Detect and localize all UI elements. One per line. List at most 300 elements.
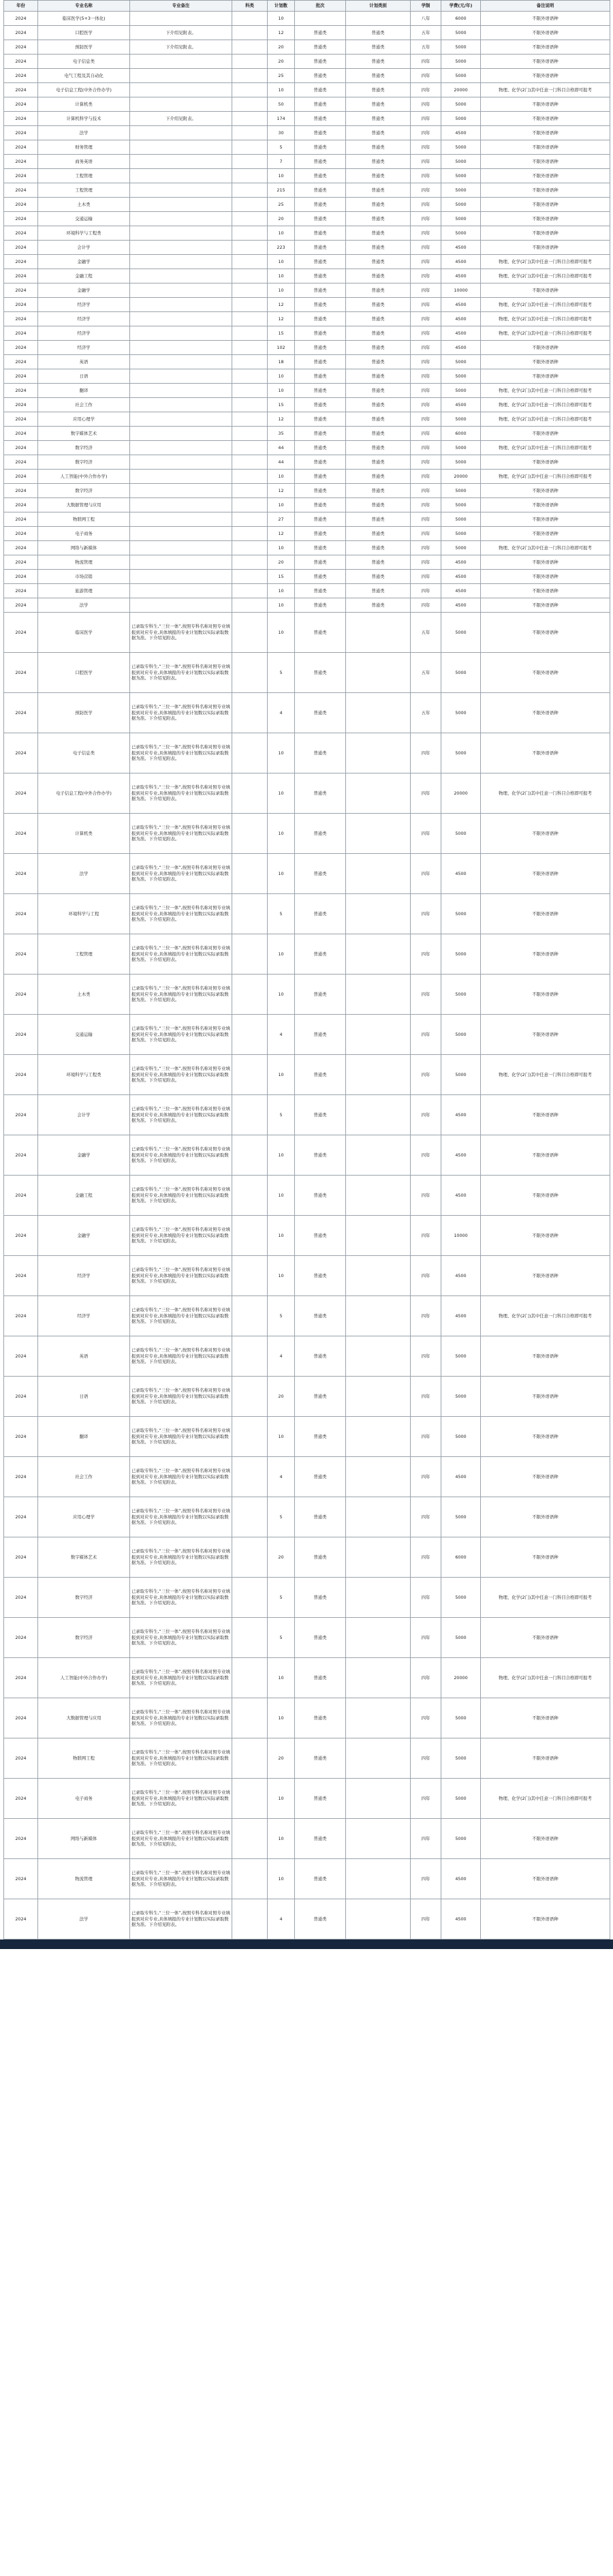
table-row: [4, 1256, 610, 1296]
table-cell: 不限外语语种: [481, 814, 610, 854]
table-cell: 不限外语语种: [481, 97, 610, 112]
table-cell: 5000: [441, 1738, 481, 1779]
table-cell: 18: [268, 355, 295, 369]
column-header: 学制: [411, 1, 441, 12]
table-cell: 已录取专科生,“三位一体”,按照专科名称对照专业填报到对应专业,具体填报的专业计划数以实际录取数据为准。下介绍见附表。: [130, 1216, 232, 1256]
table-cell: 已录取专科生,“三位一体”,按照专科名称对照专业填报到对应专业,具体填报的专业计划数以实际录取数据为准。下介绍见附表。: [130, 1135, 232, 1176]
table-cell: 已录取专科生,“三位一体”,按照专科名称对照专业填报到对应专业,具体填报的专业计划数以实际录取数据为准。下介绍见附表。: [130, 733, 232, 773]
table-cell: 2024: [4, 384, 38, 398]
table-cell: 已录取专科生,“三位一体”,按照专科名称对照专业填报到对应专业,具体填报的专业计划数以实际录取数据为准。下介绍见附表。: [130, 1859, 232, 1899]
table-cell: 普通类: [295, 112, 346, 126]
table-cell: [232, 1296, 268, 1336]
table-cell: 不限外语语种: [481, 934, 610, 975]
table-cell: 口腔医学: [38, 26, 130, 40]
table-cell: 工程管理: [38, 169, 130, 183]
table-cell: 普通类: [346, 470, 411, 484]
table-cell: 五年: [411, 40, 441, 55]
table-cell: 6000: [441, 1537, 481, 1578]
table-cell: 不限外语语种: [481, 1256, 610, 1296]
table-cell: [232, 733, 268, 773]
column-header: 批次: [295, 1, 346, 12]
column-header: 计划数: [268, 1, 295, 12]
table-cell: [130, 369, 232, 384]
table-cell: 数字媒体艺术: [38, 1537, 130, 1578]
table-cell: 已录取专科生,“三位一体”,按照专科名称对照专业填报到对应专业,具体填报的专业计划数以实际录取数据为准。下介绍见附表。: [130, 1457, 232, 1497]
table-cell: [346, 934, 411, 975]
table-cell: 普通类: [295, 1135, 346, 1176]
table-cell: 215: [268, 183, 295, 198]
table-cell: 普通类: [346, 427, 411, 441]
table-cell: [232, 226, 268, 241]
table-row: [4, 1015, 610, 1055]
table-cell: 普通类: [346, 283, 411, 298]
table-cell: 4: [268, 1899, 295, 1939]
table-cell: 10: [268, 1658, 295, 1698]
table-cell: [232, 584, 268, 598]
table-cell: [346, 1859, 411, 1899]
table-cell: 10000: [441, 1216, 481, 1256]
table-cell: [232, 69, 268, 83]
table-row: [4, 112, 610, 126]
table-cell: 已录取专科生,“三位一体”,按照专科名称对照专业填报到对应专业,具体填报的专业计划数以实际录取数据为准。下介绍见附表。: [130, 1658, 232, 1698]
table-cell: 5000: [441, 112, 481, 126]
table-row: [4, 1578, 610, 1618]
table-cell: 社会工作: [38, 1457, 130, 1497]
table-cell: [130, 584, 232, 598]
table-row: [4, 355, 610, 369]
table-cell: 物理、化学(2门)其中任意一门科目合格即可报考: [481, 412, 610, 427]
table-cell: [130, 155, 232, 169]
table-cell: 数字经济: [38, 1618, 130, 1658]
table-cell: 不限外语语种: [481, 598, 610, 613]
table-cell: [346, 1216, 411, 1256]
table-cell: 普通类: [295, 527, 346, 541]
table-cell: 15: [268, 398, 295, 412]
table-cell: 四年: [411, 298, 441, 312]
table-cell: 5000: [441, 1417, 481, 1457]
table-cell: 应用心理学: [38, 1497, 130, 1537]
table-cell: 下介绍见附表。: [130, 26, 232, 40]
table-cell: 不限外语语种: [481, 427, 610, 441]
table-cell: 普通类: [295, 1497, 346, 1537]
table-cell: [346, 1497, 411, 1537]
table-cell: 四年: [411, 183, 441, 198]
table-cell: 12: [268, 527, 295, 541]
table-cell: 5000: [441, 412, 481, 427]
table-row: [4, 1819, 610, 1859]
table-cell: 电子商务: [38, 1779, 130, 1819]
table-cell: 普通类: [295, 693, 346, 733]
table-cell: 普通类: [346, 169, 411, 183]
table-cell: 4500: [441, 1296, 481, 1336]
table-cell: 普通类: [295, 198, 346, 212]
table-cell: 普通类: [295, 1457, 346, 1497]
table-cell: 2024: [4, 1738, 38, 1779]
table-cell: 四年: [411, 1497, 441, 1537]
table-cell: 普通类: [346, 369, 411, 384]
table-cell: 12: [268, 298, 295, 312]
table-cell: 物理、化学(2门)其中任意一门科目合格即可报考: [481, 773, 610, 814]
table-row: [4, 12, 610, 26]
table-cell: 普通类: [295, 1537, 346, 1578]
table-cell: 12: [268, 26, 295, 40]
table-row: [4, 1457, 610, 1497]
table-cell: [346, 854, 411, 894]
table-cell: 4500: [441, 1859, 481, 1899]
table-cell: [232, 470, 268, 484]
table-cell: 经济学: [38, 341, 130, 355]
table-cell: 5000: [441, 1015, 481, 1055]
table-cell: 已录取专科生,“三位一体”,按照专科名称对照专业填报到对应专业,具体填报的专业计划数以实际录取数据为准。下介绍见附表。: [130, 693, 232, 733]
table-cell: [232, 283, 268, 298]
table-cell: [232, 341, 268, 355]
table-cell: 土木类: [38, 198, 130, 212]
table-cell: 2024: [4, 1256, 38, 1296]
table-row: [4, 854, 610, 894]
table-cell: 四年: [411, 427, 441, 441]
table-cell: 10: [268, 12, 295, 26]
table-cell: 2024: [4, 140, 38, 155]
column-header: 学费(元/年): [441, 1, 481, 12]
table-cell: 5000: [441, 498, 481, 512]
table-cell: 已录取专科生,“三位一体”,按照专科名称对照专业填报到对应专业,具体填报的专业计划数以实际录取数据为准。下介绍见附表。: [130, 1779, 232, 1819]
table-cell: [232, 298, 268, 312]
table-cell: 物联网工程: [38, 1738, 130, 1779]
table-cell: [130, 570, 232, 584]
column-header: 备注说明: [481, 1, 610, 12]
table-cell: 2024: [4, 570, 38, 584]
table-cell: 四年: [411, 1095, 441, 1135]
table-cell: [130, 398, 232, 412]
table-cell: 四年: [411, 1256, 441, 1296]
table-cell: [346, 613, 411, 653]
table-cell: 电气工程及其自动化: [38, 69, 130, 83]
table-cell: 不限外语语种: [481, 241, 610, 255]
table-cell: 普通类: [295, 169, 346, 183]
table-cell: [232, 198, 268, 212]
table-cell: 法学: [38, 1899, 130, 1939]
table-cell: [346, 814, 411, 854]
table-cell: 普通类: [346, 570, 411, 584]
table-cell: 四年: [411, 1336, 441, 1377]
table-cell: 普通类: [295, 934, 346, 975]
table-cell: 已录取专科生,“三位一体”,按照专科名称对照专业填报到对应专业,具体填报的专业计划数以实际录取数据为准。下介绍见附表。: [130, 1578, 232, 1618]
table-cell: [232, 1537, 268, 1578]
table-cell: 四年: [411, 733, 441, 773]
table-cell: 2024: [4, 212, 38, 226]
table-cell: 不限外语语种: [481, 1859, 610, 1899]
table-cell: 数字经济: [38, 484, 130, 498]
table-cell: 2024: [4, 541, 38, 555]
table-row: [4, 412, 610, 427]
table-cell: [232, 369, 268, 384]
table-cell: 普通类: [295, 512, 346, 527]
table-cell: [232, 441, 268, 455]
table-cell: 5000: [441, 693, 481, 733]
table-row: [4, 814, 610, 854]
table-cell: [346, 894, 411, 934]
table-cell: [346, 773, 411, 814]
table-cell: 已录取专科生,“三位一体”,按照专科名称对照专业填报到对应专业,具体填报的专业计划数以实际录取数据为准。下介绍见附表。: [130, 1256, 232, 1296]
table-cell: 不限外语语种: [481, 198, 610, 212]
table-cell: 电子信息工程(中外合作办学): [38, 83, 130, 97]
table-cell: [232, 484, 268, 498]
table-cell: [346, 1417, 411, 1457]
table-cell: 5000: [441, 355, 481, 369]
table-cell: 四年: [411, 398, 441, 412]
table-cell: 四年: [411, 83, 441, 97]
table-cell: [295, 12, 346, 26]
table-cell: 普通类: [346, 83, 411, 97]
table-cell: [232, 653, 268, 693]
table-cell: 应用心理学: [38, 412, 130, 427]
table-row: [4, 312, 610, 326]
table-cell: 普通类: [295, 212, 346, 226]
table-cell: 2024: [4, 854, 38, 894]
table-cell: 2024: [4, 226, 38, 241]
table-cell: 不限外语语种: [481, 527, 610, 541]
table-cell: 5000: [441, 1377, 481, 1417]
table-cell: 不限外语语种: [481, 498, 610, 512]
table-cell: 数字媒体艺术: [38, 427, 130, 441]
table-row: [4, 934, 610, 975]
table-cell: 普通类: [346, 312, 411, 326]
table-cell: 5000: [441, 613, 481, 653]
table-cell: [232, 183, 268, 198]
table-cell: 普通类: [295, 653, 346, 693]
table-cell: 4500: [441, 269, 481, 283]
table-cell: 5000: [441, 384, 481, 398]
table-cell: 普通类: [346, 241, 411, 255]
table-cell: 10: [268, 169, 295, 183]
table-cell: 4500: [441, 312, 481, 326]
table-cell: 普通类: [346, 198, 411, 212]
table-cell: 四年: [411, 1176, 441, 1216]
table-cell: 电子商务: [38, 527, 130, 541]
table-cell: 不限外语语种: [481, 693, 610, 733]
table-cell: 5000: [441, 198, 481, 212]
table-cell: 4500: [441, 555, 481, 570]
table-cell: 不限外语语种: [481, 26, 610, 40]
table-cell: 不限外语语种: [481, 1819, 610, 1859]
table-cell: 普通类: [295, 26, 346, 40]
table-cell: 普通类: [295, 1377, 346, 1417]
table-cell: 2024: [4, 975, 38, 1015]
table-cell: 不限外语语种: [481, 283, 610, 298]
table-cell: [130, 255, 232, 269]
table-cell: 普通类: [295, 312, 346, 326]
table-cell: 四年: [411, 1819, 441, 1859]
table-cell: 四年: [411, 1216, 441, 1256]
table-cell: 物理、化学(2门)其中任意一门科目合格即可报考: [481, 1578, 610, 1618]
table-cell: 不限外语语种: [481, 169, 610, 183]
table-cell: 物理、化学(2门)其中任意一门科目合格即可报考: [481, 83, 610, 97]
table-cell: 不限外语语种: [481, 1497, 610, 1537]
table-cell: [130, 326, 232, 341]
table-cell: 普通类: [346, 298, 411, 312]
table-cell: 已录取专科生,“三位一体”,按照专科名称对照专业填报到对应专业,具体填报的专业计划数以实际录取数据为准。下介绍见附表。: [130, 854, 232, 894]
table-row: [4, 541, 610, 555]
table-cell: 5000: [441, 183, 481, 198]
table-cell: 4500: [441, 1135, 481, 1176]
table-cell: 四年: [411, 198, 441, 212]
table-cell: 2024: [4, 126, 38, 140]
table-cell: 普通类: [295, 570, 346, 584]
table-cell: 已录取专科生,“三位一体”,按照专科名称对照专业填报到对应专业,具体填报的专业计划数以实际录取数据为准。下介绍见附表。: [130, 975, 232, 1015]
table-cell: 已录取专科生,“三位一体”,按照专科名称对照专业填报到对应专业,具体填报的专业计划数以实际录取数据为准。下介绍见附表。: [130, 1336, 232, 1377]
table-cell: 不限外语语种: [481, 1417, 610, 1457]
table-cell: 临床医学: [38, 613, 130, 653]
table-cell: 八年: [411, 12, 441, 26]
table-cell: 5000: [441, 934, 481, 975]
table-cell: 物理、化学(2门)其中任意一门科目合格即可报考: [481, 1779, 610, 1819]
table-cell: 5000: [441, 212, 481, 226]
table-cell: 不限外语语种: [481, 12, 610, 26]
table-cell: 2024: [4, 894, 38, 934]
table-cell: 四年: [411, 1377, 441, 1417]
table-cell: 四年: [411, 126, 441, 140]
table-cell: 20: [268, 1377, 295, 1417]
table-cell: 物理、化学(2门)其中任意一门科目合格即可报考: [481, 1055, 610, 1095]
table-cell: 5000: [441, 814, 481, 854]
table-cell: [232, 241, 268, 255]
table-row: [4, 527, 610, 541]
table-cell: [232, 1899, 268, 1939]
table-cell: 普通类: [295, 241, 346, 255]
table-cell: 5000: [441, 541, 481, 555]
table-cell: 普通类: [295, 470, 346, 484]
table-cell: 10: [268, 733, 295, 773]
table-cell: 不限外语语种: [481, 653, 610, 693]
table-cell: 2024: [4, 427, 38, 441]
table-row: [4, 283, 610, 298]
table-cell: [346, 1015, 411, 1055]
table-cell: 10: [268, 584, 295, 598]
table-cell: 2024: [4, 97, 38, 112]
table-cell: 2024: [4, 484, 38, 498]
table-cell: 5000: [441, 1779, 481, 1819]
table-cell: 物流管理: [38, 555, 130, 570]
table-cell: 2024: [4, 455, 38, 470]
table-cell: [130, 12, 232, 26]
table-cell: 四年: [411, 541, 441, 555]
table-cell: 20: [268, 555, 295, 570]
table-cell: 不限外语语种: [481, 1095, 610, 1135]
table-cell: 普通类: [295, 155, 346, 169]
table-cell: 四年: [411, 814, 441, 854]
table-cell: 不限外语语种: [481, 355, 610, 369]
table-cell: 2024: [4, 1578, 38, 1618]
table-cell: [130, 298, 232, 312]
table-cell: 普通类: [346, 112, 411, 126]
table-cell: 2024: [4, 555, 38, 570]
table-row: [4, 484, 610, 498]
table-cell: 已录取专科生,“三位一体”,按照专科名称对照专业填报到对应专业,具体填报的专业计划数以实际录取数据为准。下介绍见附表。: [130, 814, 232, 854]
table-cell: 已录取专科生,“三位一体”,按照专科名称对照专业填报到对应专业,具体填报的专业计划数以实际录取数据为准。下介绍见附表。: [130, 1819, 232, 1859]
table-cell: [232, 1336, 268, 1377]
table-row: [4, 693, 610, 733]
table-cell: 2024: [4, 1819, 38, 1859]
table-cell: 金融学: [38, 1135, 130, 1176]
table-cell: 普通类: [295, 1256, 346, 1296]
table-cell: 4500: [441, 570, 481, 584]
table-cell: 2024: [4, 326, 38, 341]
table-cell: 已录取专科生,“三位一体”,按照专科名称对照专业填报到对应专业,具体填报的专业计划数以实际录取数据为准。下介绍见附表。: [130, 1899, 232, 1939]
column-header: 年份: [4, 1, 38, 12]
table-cell: 普通类: [346, 584, 411, 598]
table-cell: 电子信息工程(中外合作办学): [38, 773, 130, 814]
table-cell: 普通类: [295, 40, 346, 55]
table-row: [4, 241, 610, 255]
table-cell: 普通类: [295, 1336, 346, 1377]
table-cell: 不限外语语种: [481, 126, 610, 140]
table-cell: [232, 1859, 268, 1899]
table-cell: [232, 455, 268, 470]
table-cell: 四年: [411, 1457, 441, 1497]
table-cell: 4500: [441, 598, 481, 613]
table-cell: [232, 1135, 268, 1176]
table-cell: 临床医学(5+3一体化): [38, 12, 130, 26]
table-cell: 四年: [411, 854, 441, 894]
table-cell: 5000: [441, 155, 481, 169]
table-cell: 4500: [441, 398, 481, 412]
table-cell: 2024: [4, 598, 38, 613]
table-cell: 已录取专科生,“三位一体”,按照专科名称对照专业填报到对应专业,具体填报的专业计划数以实际录取数据为准。下介绍见附表。: [130, 1015, 232, 1055]
table-cell: 已录取专科生,“三位一体”,按照专科名称对照专业填报到对应专业,具体填报的专业计划数以实际录取数据为准。下介绍见附表。: [130, 894, 232, 934]
table-cell: 4500: [441, 1176, 481, 1216]
table-cell: [232, 854, 268, 894]
table-cell: [232, 1176, 268, 1216]
table-cell: [346, 975, 411, 1015]
table-row: [4, 198, 610, 212]
table-cell: 四年: [411, 470, 441, 484]
table-cell: 5: [268, 1578, 295, 1618]
table-cell: 4500: [441, 298, 481, 312]
table-row: [4, 384, 610, 398]
table-cell: [346, 1296, 411, 1336]
table-cell: 四年: [411, 1417, 441, 1457]
table-cell: 50: [268, 97, 295, 112]
table-cell: [130, 427, 232, 441]
table-cell: 四年: [411, 312, 441, 326]
table-cell: [232, 934, 268, 975]
table-cell: 旅游管理: [38, 584, 130, 598]
table-row: [4, 212, 610, 226]
table-cell: 四年: [411, 97, 441, 112]
column-header: 科类: [232, 1, 268, 12]
table-cell: [232, 398, 268, 412]
table-cell: [232, 1819, 268, 1859]
table-cell: [232, 427, 268, 441]
column-header: 计划类别: [346, 1, 411, 12]
table-row: [4, 773, 610, 814]
table-cell: 已录取专科生,“三位一体”,按照专科名称对照专业填报到对应专业,具体填报的专业计划数以实际录取数据为准。下介绍见附表。: [130, 1176, 232, 1216]
table-cell: [232, 1578, 268, 1618]
table-cell: 普通类: [295, 1578, 346, 1618]
table-cell: 四年: [411, 269, 441, 283]
table-cell: 不限外语语种: [481, 1135, 610, 1176]
table-cell: 2024: [4, 1537, 38, 1578]
table-cell: [346, 1578, 411, 1618]
table-header-row: [4, 1, 610, 12]
table-cell: 2024: [4, 269, 38, 283]
table-cell: 日语: [38, 369, 130, 384]
table-cell: 4: [268, 693, 295, 733]
table-row: [4, 1779, 610, 1819]
table-row: [4, 369, 610, 384]
table-row: [4, 1698, 610, 1738]
table-cell: [130, 312, 232, 326]
